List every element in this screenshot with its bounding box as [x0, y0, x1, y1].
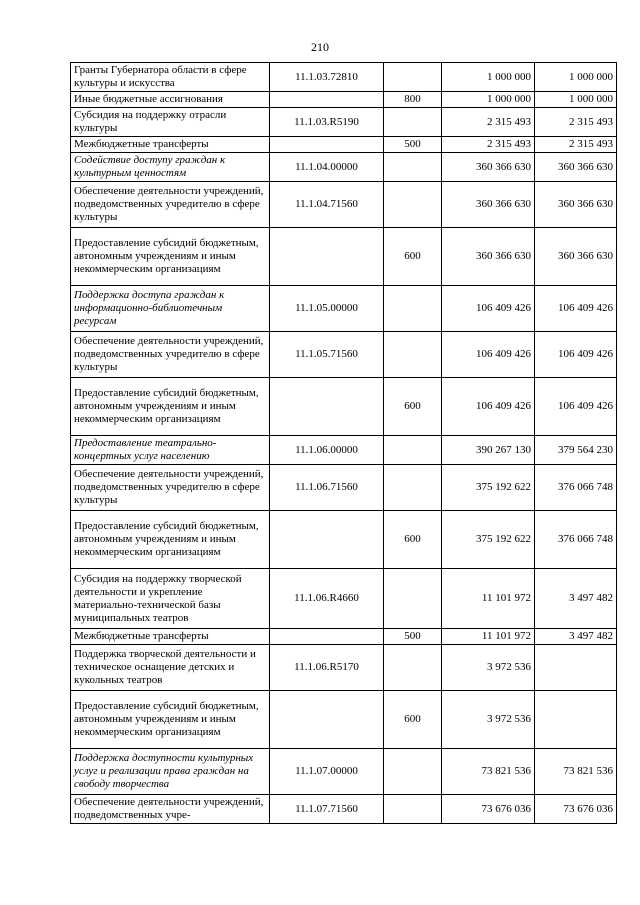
row-expense-type-cell — [384, 569, 442, 629]
row-amount-year1-cell: 3 972 536 — [442, 645, 535, 691]
row-code-cell: 11.1.04.00000 — [270, 153, 384, 182]
table-row — [71, 182, 617, 228]
row-amount-year1-cell: 390 267 130 — [442, 436, 535, 465]
table-row — [71, 749, 617, 795]
row-name-cell: Предоставление субсидий бюджетным, автономным учреждениям и иным некоммерческим организациям — [71, 378, 270, 436]
row-name-cell: Предоставление субсидий бюджетным, автономным учреждениям и иным некоммерческим организациям — [71, 228, 270, 286]
row-amount-year2-cell: 376 066 748 — [535, 511, 617, 569]
row-code-cell — [270, 691, 384, 749]
row-amount-year1-cell: 73 676 036 — [442, 795, 535, 824]
row-amount-year1-cell: 360 366 630 — [442, 153, 535, 182]
row-amount-year1-cell: 375 192 622 — [442, 511, 535, 569]
table-row — [71, 153, 617, 182]
row-name-cell: Предоставление театрально-концертных услуг населению — [71, 436, 270, 465]
row-expense-type-cell: 600 — [384, 228, 442, 286]
row-code-cell: 11.1.05.00000 — [270, 286, 384, 332]
table-row — [71, 63, 617, 92]
row-amount-year2-cell: 2 315 493 — [535, 137, 617, 153]
row-amount-year1-cell: 2 315 493 — [442, 137, 535, 153]
row-expense-type-cell — [384, 645, 442, 691]
row-amount-year2-cell: 1 000 000 — [535, 92, 617, 108]
row-amount-year2-cell — [535, 645, 617, 691]
table-row — [71, 108, 617, 137]
row-expense-type-cell — [384, 182, 442, 228]
row-expense-type-cell: 800 — [384, 92, 442, 108]
row-code-cell: 11.1.04.71560 — [270, 182, 384, 228]
table-row — [71, 691, 617, 749]
row-name-cell: Обеспечение деятельности учреждений, подведомственных учредителю в сфере культуры — [71, 182, 270, 228]
row-code-cell: 11.1.06.R5170 — [270, 645, 384, 691]
table-row — [71, 228, 617, 286]
row-amount-year1-cell: 11 101 972 — [442, 569, 535, 629]
table-row — [71, 92, 617, 108]
row-expense-type-cell — [384, 465, 442, 511]
row-expense-type-cell: 500 — [384, 629, 442, 645]
row-expense-type-cell — [384, 332, 442, 378]
row-expense-type-cell — [384, 749, 442, 795]
table-row — [71, 645, 617, 691]
row-name-cell: Межбюджетные трансферты — [71, 629, 270, 645]
budget-table-body — [71, 63, 617, 824]
row-name-cell: Предоставление субсидий бюджетным, автономным учреждениям и иным некоммерческим организациям — [71, 511, 270, 569]
table-row — [71, 795, 617, 824]
row-amount-year2-cell — [535, 691, 617, 749]
table-row — [71, 378, 617, 436]
row-expense-type-cell — [384, 108, 442, 137]
row-expense-type-cell — [384, 153, 442, 182]
row-name-cell: Обеспечение деятельности учреждений, подведомственных учредителю в сфере культуры — [71, 332, 270, 378]
row-code-cell: 11.1.03.R5190 — [270, 108, 384, 137]
row-name-cell: Обеспечение деятельности учреждений, подведомственных учре- — [71, 795, 270, 824]
row-amount-year1-cell: 1 000 000 — [442, 92, 535, 108]
row-amount-year2-cell: 106 409 426 — [535, 378, 617, 436]
row-expense-type-cell — [384, 436, 442, 465]
row-amount-year2-cell: 3 497 482 — [535, 569, 617, 629]
row-code-cell — [270, 92, 384, 108]
row-expense-type-cell — [384, 63, 442, 92]
row-amount-year2-cell: 360 366 630 — [535, 228, 617, 286]
table-row — [71, 286, 617, 332]
row-amount-year1-cell: 106 409 426 — [442, 378, 535, 436]
row-amount-year1-cell: 2 315 493 — [442, 108, 535, 137]
row-amount-year1-cell: 11 101 972 — [442, 629, 535, 645]
row-name-cell: Субсидия на поддержку отрасли культуры — [71, 108, 270, 137]
table-row — [71, 465, 617, 511]
row-name-cell: Предоставление субсидий бюджетным, автономным учреждениям и иным некоммерческим организациям — [71, 691, 270, 749]
row-amount-year1-cell: 3 972 536 — [442, 691, 535, 749]
row-amount-year1-cell: 1 000 000 — [442, 63, 535, 92]
row-expense-type-cell: 500 — [384, 137, 442, 153]
row-code-cell — [270, 137, 384, 153]
row-amount-year1-cell: 106 409 426 — [442, 332, 535, 378]
row-amount-year1-cell: 73 821 536 — [442, 749, 535, 795]
table-row — [71, 511, 617, 569]
row-code-cell — [270, 378, 384, 436]
row-amount-year1-cell: 375 192 622 — [442, 465, 535, 511]
row-amount-year2-cell: 73 676 036 — [535, 795, 617, 824]
row-name-cell: Гранты Губернатора области в сфере культуры и искусства — [71, 63, 270, 92]
row-amount-year2-cell: 360 366 630 — [535, 153, 617, 182]
row-expense-type-cell — [384, 795, 442, 824]
row-expense-type-cell: 600 — [384, 378, 442, 436]
table-row — [71, 332, 617, 378]
row-amount-year2-cell: 73 821 536 — [535, 749, 617, 795]
table-row — [71, 569, 617, 629]
row-amount-year2-cell: 106 409 426 — [535, 332, 617, 378]
row-name-cell: Содействие доступу граждан к культурным ценностям — [71, 153, 270, 182]
row-amount-year2-cell: 376 066 748 — [535, 465, 617, 511]
row-code-cell: 11.1.06.00000 — [270, 436, 384, 465]
row-code-cell — [270, 511, 384, 569]
row-code-cell — [270, 629, 384, 645]
row-amount-year2-cell: 360 366 630 — [535, 182, 617, 228]
row-expense-type-cell: 600 — [384, 511, 442, 569]
table-row — [71, 629, 617, 645]
row-amount-year2-cell: 2 315 493 — [535, 108, 617, 137]
row-code-cell: 11.1.06.R4660 — [270, 569, 384, 629]
row-name-cell: Субсидия на поддержку творческой деятельности и укрепление материально-технической базы муниципальных театров — [71, 569, 270, 629]
row-amount-year2-cell: 106 409 426 — [535, 286, 617, 332]
row-code-cell: 11.1.06.71560 — [270, 465, 384, 511]
row-amount-year1-cell: 360 366 630 — [442, 228, 535, 286]
row-code-cell: 11.1.07.00000 — [270, 749, 384, 795]
row-name-cell: Иные бюджетные ассигнования — [71, 92, 270, 108]
row-name-cell: Обеспечение деятельности учреждений, подведомственных учредителю в сфере культуры — [71, 465, 270, 511]
table-row — [71, 137, 617, 153]
row-code-cell: 11.1.07.71560 — [270, 795, 384, 824]
row-code-cell — [270, 228, 384, 286]
budget-table — [70, 62, 617, 824]
row-code-cell: 11.1.03.72810 — [270, 63, 384, 92]
row-amount-year1-cell: 360 366 630 — [442, 182, 535, 228]
row-name-cell: Поддержка доступности культурных услуг и реализации права граждан на свободу творчества — [71, 749, 270, 795]
row-amount-year2-cell: 379 564 230 — [535, 436, 617, 465]
row-name-cell: Поддержка доступа граждан к информационно-библиотечным ресурсам — [71, 286, 270, 332]
row-expense-type-cell: 600 — [384, 691, 442, 749]
row-name-cell: Поддержка творческой деятельности и техническое оснащение детских и кукольных театров — [71, 645, 270, 691]
row-code-cell: 11.1.05.71560 — [270, 332, 384, 378]
row-amount-year2-cell: 1 000 000 — [535, 63, 617, 92]
row-name-cell: Межбюджетные трансферты — [71, 137, 270, 153]
row-amount-year2-cell: 3 497 482 — [535, 629, 617, 645]
table-row — [71, 436, 617, 465]
row-amount-year1-cell: 106 409 426 — [442, 286, 535, 332]
page-number: 210 — [311, 40, 329, 54]
row-expense-type-cell — [384, 286, 442, 332]
